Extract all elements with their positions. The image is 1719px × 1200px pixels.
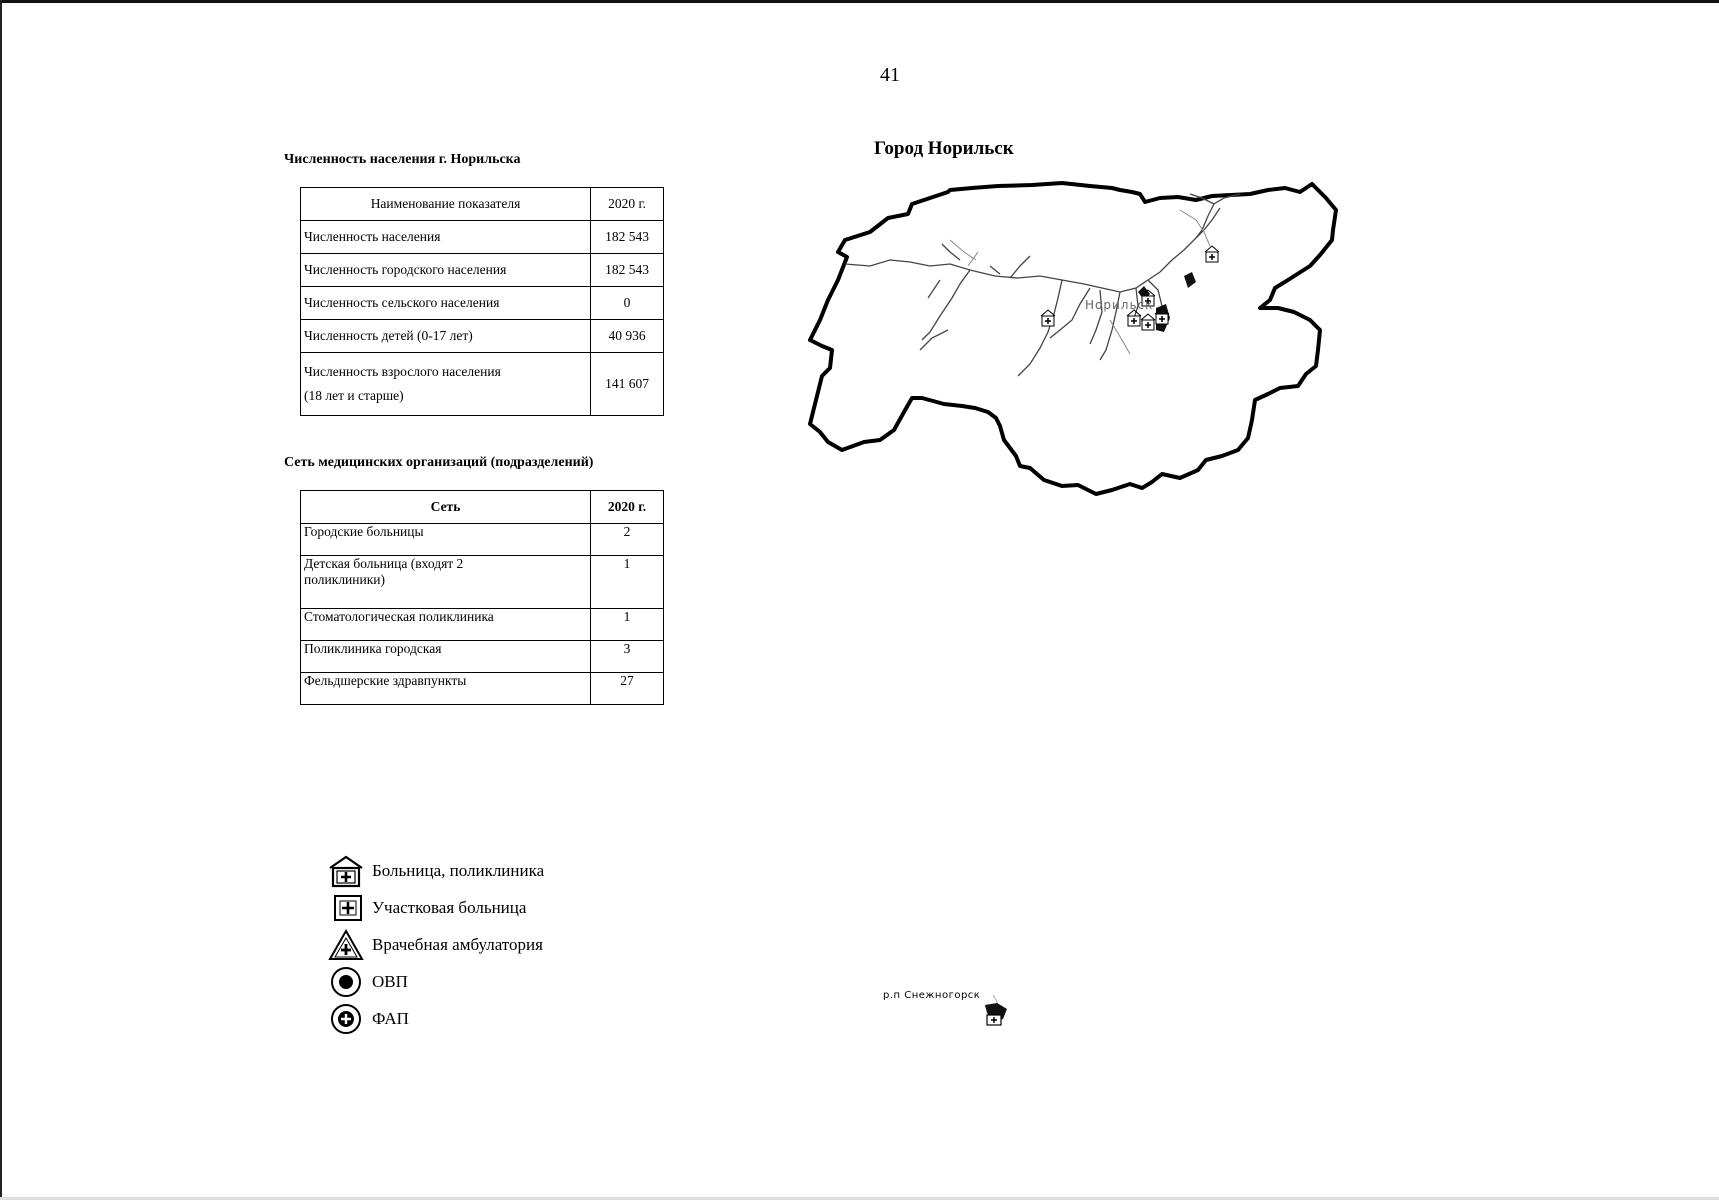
fap-circle-icon [326,1002,366,1036]
row-label: Детская больница (входят 2 [304,556,464,571]
table-row [301,221,664,254]
row-value: 3 [591,641,664,673]
column-header-year: 2020 г. [591,491,664,524]
table-header-row [301,491,664,524]
table-row [301,287,664,320]
row-value: 182 543 [591,254,664,287]
row-value: 182 543 [591,221,664,254]
ambulatory-triangle-icon [326,928,366,962]
population-table-title: Численность населения г. Норильска [284,152,521,167]
map-legend [326,852,544,1037]
ovp-circle-icon [326,965,366,999]
column-header-year: 2020 г. [591,188,664,221]
column-header-network: Сеть [301,491,591,524]
population-table [300,187,664,416]
legend-label: Врачебная амбулатория [372,934,543,954]
table-row [301,353,664,416]
row-label: Фельдшерские здравпункты [301,673,591,705]
row-value: 1 [591,609,664,641]
table-row [301,673,664,705]
legend-item [326,1000,544,1037]
row-label: Поликлиника городская [301,641,591,673]
row-value: 40 936 [591,320,664,353]
table-row [301,320,664,353]
legend-item [326,889,544,926]
row-label-cell [301,353,591,416]
network-table [300,490,664,705]
row-label: Городские больницы [301,524,591,556]
table-row [301,609,664,641]
row-label: Численность городского населения [301,254,591,287]
row-value: 27 [591,673,664,705]
settlement-hospital-marker [975,995,1015,1065]
district-hospital-icon [326,891,366,925]
page-border-top [0,0,1719,3]
table-header-row [301,188,664,221]
hospital-house-icon [987,1015,1001,1025]
map-title: Город Норильск [874,138,1014,159]
map-town-label: Норильск [1085,298,1154,312]
column-header-indicator: Наименование показателя [301,188,591,221]
legend-label: Больница, поликлиника [372,860,545,880]
legend-label: ОВП [372,971,408,991]
norilsk-territory-map [800,180,1380,550]
legend-item [326,926,544,963]
legend-item [326,963,544,1000]
legend-item [326,852,544,889]
row-label: Стоматологическая поликлиника [301,609,591,641]
row-label-continued: поликлиники) [304,572,386,587]
table-row [301,524,664,556]
network-table-title: Сеть медицинских организаций (подразделений) [284,455,594,470]
row-label: Численность сельского населения [301,287,591,320]
row-value: 0 [591,287,664,320]
row-value: 141 607 [591,353,664,416]
row-value: 2 [591,524,664,556]
table-row [301,641,664,673]
row-label: Численность детей (0-17 лет) [301,320,591,353]
hospital-house-icon [326,854,366,888]
legend-label: Участковая больница [372,897,527,917]
row-label-cell [301,556,591,609]
table-row [301,556,664,609]
row-label: Численность взрослого населения [304,364,501,379]
row-label-continued: (18 лет и старше) [304,388,404,403]
page-border-left [0,0,2,1200]
row-value: 1 [591,556,664,609]
territory-boundary [810,183,1336,494]
settlement-label: р.п Снежногорск [883,990,981,1001]
legend-label: ФАП [372,1008,409,1028]
table-row [301,254,664,287]
page-number: 41 [880,64,900,86]
row-label: Численность населения [301,221,591,254]
